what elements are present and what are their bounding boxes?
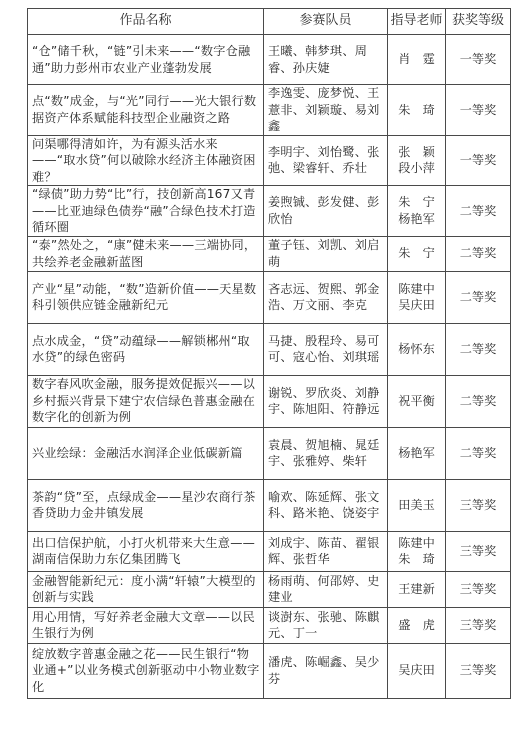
team-members: 姜煦铖、彭发健、彭欣怡 [264,186,388,237]
work-title: 用心用情，写好养老金融大文章——以民生银行为例 [28,607,264,643]
table-row [28,531,511,571]
work-title: 金融智能新纪元：度小满“轩辕”大模型的创新与实践 [28,571,264,607]
advisor: 张 颖 段小萍 [388,135,446,186]
award-level: 三等奖 [446,643,511,698]
work-title: “绿债”助力势“比”行，技创新高167又青——比亚迪绿色债券“融”合绿色技术打造循环圈 [28,186,264,237]
team-members: 杨雨萌、何邵婷、史建业 [264,571,388,607]
table-row [28,186,511,237]
award-level: 三等奖 [446,531,511,571]
advisor: 朱 琦 [388,85,446,136]
award-level: 三等奖 [446,479,511,531]
header-title: 作品名称 [28,9,264,35]
work-title: 绽放数字普惠金融之花——民生银行“物业通+”以业务模式创新驱动中小物业数字化 [28,643,264,698]
work-title: 点“数”成金，与“光”同行——光大银行数据资产体系赋能科技型企业融资之路 [28,85,264,136]
table-header-row [28,9,511,35]
award-level: 二等奖 [446,427,511,479]
team-members: 谢锐、罗欣炎、刘静宇、陈旭阳、符静远 [264,375,388,427]
team-members: 王曦、韩梦琪、周睿、孙庆婕 [264,35,388,85]
table-row [28,236,511,271]
team-members: 董子钰、刘凯、刘启萌 [264,236,388,271]
work-title: 出口信保护航，小打火机带来大生意——湖南信保助力东亿集团腾飞 [28,531,264,571]
header-team: 参赛队员 [264,9,388,35]
award-table [27,8,511,699]
table-row [28,571,511,607]
award-level: 三等奖 [446,571,511,607]
team-members: 谈澍东、张驰、陈麒元、丁一 [264,607,388,643]
work-title: 产业“星”动能，“数”造新价值——天星数科引领供应链金融新纪元 [28,271,264,323]
table-row [28,323,511,375]
advisor: 王建新 [388,571,446,607]
table-row [28,643,511,698]
work-title: 茶韵“贷”至，点绿成金——星沙农商行茶香贷助力金井镇发展 [28,479,264,531]
table-row [28,375,511,427]
award-level: 二等奖 [446,323,511,375]
award-level: 一等奖 [446,35,511,85]
award-level: 二等奖 [446,236,511,271]
table-row [28,427,511,479]
team-members: 潘虎、陈崛鑫、吴少芬 [264,643,388,698]
work-title: 兴业绘绿：金融活水润泽企业低碳新篇 [28,427,264,479]
team-members: 吝志远、贺熙、郭金浩、万文丽、李克 [264,271,388,323]
team-members: 刘成宇、陈苗、翟银辉、张哲华 [264,531,388,571]
advisor: 陈建中 吴庆田 [388,271,446,323]
advisor: 田美玉 [388,479,446,531]
team-members: 喻欢、陈延辉、张文科、路米艳、饶姿宇 [264,479,388,531]
advisor: 杨怀东 [388,323,446,375]
advisor: 祝平衡 [388,375,446,427]
advisor: 朱 宁 杨艳军 [388,186,446,237]
award-level: 二等奖 [446,271,511,323]
team-members: 袁晨、贺旭楠、晁廷宇、张雅婷、柴轩 [264,427,388,479]
work-title: “仓”储千秋，“链”引未来——“数字仓融通”助力彭州市农业产业蓬勃发展 [28,35,264,85]
award-level: 二等奖 [446,186,511,237]
header-teacher: 指导老师 [388,9,446,35]
table-row [28,607,511,643]
team-members: 李明宇、刘怡鹭、张弛、梁睿轩、乔壮 [264,135,388,186]
table-row [28,135,511,186]
advisor: 杨艳军 [388,427,446,479]
award-level: 一等奖 [446,85,511,136]
table-row [28,85,511,136]
table-row [28,479,511,531]
team-members: 马捷、殷程玲、易可可、寇心怡、刘琪瑶 [264,323,388,375]
work-title: 点水成金，“贷”动蕴绿——解锁郴州“取水贷”的绿色密码 [28,323,264,375]
work-title: “泰”然处之，“康”健未来——三端协同，共绘养老金融新蓝图 [28,236,264,271]
award-level: 一等奖 [446,135,511,186]
work-title: 问渠哪得清如许，为有源头活水来——“取水贷”何以破除水经济主体融资困难？ [28,135,264,186]
award-level: 二等奖 [446,375,511,427]
team-members: 李逸雯、庞梦悦、王薏非、刘颖璇、易刘鑫 [264,85,388,136]
award-level: 三等奖 [446,607,511,643]
table-row [28,271,511,323]
advisor: 陈建中 朱 琦 [388,531,446,571]
table-row [28,35,511,85]
advisor: 朱 宁 [388,236,446,271]
advisor: 肖 霆 [388,35,446,85]
advisor: 吴庆田 [388,643,446,698]
advisor: 盛 虎 [388,607,446,643]
header-award: 获奖等级 [446,9,511,35]
work-title: 数字春风吹金融，服务提效促振兴——以乡村振兴背景下建宁农信绿色普惠金融在数字化的创新为例 [28,375,264,427]
